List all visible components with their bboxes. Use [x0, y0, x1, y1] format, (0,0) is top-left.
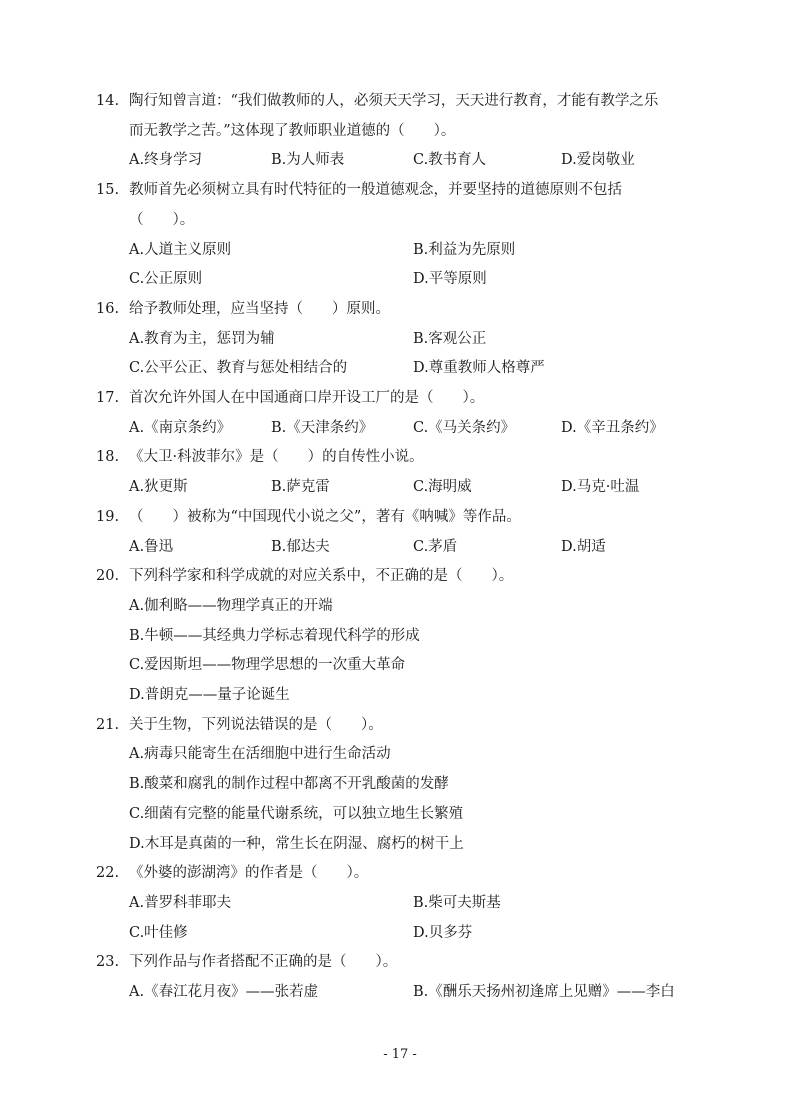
options-row	[0, 145, 800, 175]
options-row	[0, 739, 800, 769]
question-number: 14.	[96, 93, 120, 109]
options-row	[0, 324, 800, 354]
answer-option: A.《春江花月夜》——张若虚	[129, 984, 319, 1000]
answer-option: D.马克·吐温	[561, 479, 640, 496]
options-row	[0, 472, 800, 502]
question-text: 教师首先必须树立具有时代特征的一般道德观念，并要坚持的道德原则不包括	[129, 182, 622, 199]
question-number: 21.	[96, 716, 120, 733]
options-row	[0, 680, 800, 710]
options-row	[0, 413, 800, 443]
question-line	[0, 710, 800, 740]
answer-option: B.郁达夫	[271, 538, 330, 555]
question-number: 20.	[96, 568, 120, 585]
answer-option: B.酸菜和腐乳的制作过程中都离不开乳酸菌的发酵	[129, 776, 449, 793]
answer-option: D.《辛丑条约》	[561, 419, 664, 436]
page-number: - 17 -	[383, 1047, 417, 1062]
answer-option: D.爱岗敬业	[561, 152, 635, 169]
question-text: 而无教学之苦。”这体现了教师职业道德的（ ）。	[129, 122, 456, 139]
answer-option: D.木耳是真菌的一种，常生长在阴湿、腐朽的树干上	[129, 835, 464, 852]
options-row	[0, 918, 800, 948]
question-line	[0, 294, 800, 324]
options-row	[0, 621, 800, 651]
answer-option: B.利益为先原则	[413, 241, 516, 258]
answer-option: C.细菌有完整的能量代谢系统，可以独立地生长繁殖	[129, 805, 464, 822]
answer-option: C.教书育人	[413, 152, 487, 169]
options-row	[0, 769, 800, 799]
question-text: 给予教师处理，应当坚持（ ）原则。	[129, 300, 390, 317]
question-number: 23.	[96, 954, 120, 971]
question-line	[0, 205, 800, 235]
answer-option: D.贝多芬	[413, 924, 473, 941]
question-line	[0, 383, 800, 413]
options-row	[0, 650, 800, 680]
answer-option: A.鲁迅	[129, 538, 174, 555]
options-row	[0, 591, 800, 621]
options-row	[0, 888, 800, 918]
question-line	[0, 442, 800, 472]
answer-option: A.教育为主，惩罚为辅	[129, 330, 275, 347]
answer-option: A.伽利略——物理学真正的开端	[129, 597, 333, 614]
question-text: 关于生物，下列说法错误的是（ ）。	[129, 716, 383, 733]
answer-option: B.柴可夫斯基	[413, 894, 501, 911]
answer-option: B.为人师表	[271, 152, 345, 169]
answer-option: C.《马关条约》	[413, 419, 516, 436]
answer-option: C.公平公正、教育与惩处相结合的	[129, 360, 348, 377]
answer-option: C.爱因斯坦——物理学思想的一次重大革命	[129, 657, 406, 674]
question-text: 下列科学家和科学成就的对应关系中，不正确的是（ ）。	[129, 568, 514, 585]
answer-option: C.海明威	[413, 479, 472, 496]
answer-option: C.茅盾	[413, 538, 458, 555]
answer-option: A.狄更斯	[129, 479, 188, 496]
question-text: （ ）。	[129, 211, 195, 228]
answer-option: A.《南京条约》	[129, 419, 232, 436]
options-row	[0, 353, 800, 383]
answer-option: B.萨克雷	[271, 479, 330, 496]
answer-option: D.尊重教师人格尊严	[413, 360, 545, 377]
question-number: 22.	[96, 865, 120, 882]
options-row	[0, 799, 800, 829]
question-text: 《外婆的澎湖湾》的作者是（ ）。	[129, 865, 369, 882]
question-number: 18.	[96, 449, 120, 466]
answer-option: C.公正原则	[129, 271, 203, 288]
options-row	[0, 532, 800, 562]
answer-option: C.叶佳修	[129, 924, 188, 941]
question-line	[0, 947, 800, 977]
question-line	[0, 502, 800, 532]
question-number: 15.	[96, 182, 120, 199]
question-line	[0, 858, 800, 888]
answer-option: D.普朗克——量子论诞生	[129, 687, 290, 703]
question-number: 19.	[96, 508, 120, 525]
answer-option: B.牛顿——其经典力学标志着现代科学的形成	[129, 627, 420, 644]
question-text: 首次允许外国人在中国通商口岸开设工厂的是（ ）。	[129, 390, 485, 406]
question-text: （ ）被称为“中国现代小说之父”，著有《呐喊》等作品。	[129, 508, 521, 525]
question-number: 17.	[96, 390, 120, 406]
question-line	[0, 561, 800, 591]
question-text: 陶行知曾言道：“我们做教师的人，必须天天学习，天天进行教育，才能有教学之乐	[129, 93, 659, 109]
question-text: 《大卫·科波菲尔》是（ ）的自传性小说。	[129, 449, 424, 466]
options-row	[0, 235, 800, 265]
answer-option: A.终身学习	[129, 152, 203, 169]
answer-option: B.《天津条约》	[271, 419, 374, 436]
question-text: 下列作品与作者搭配不正确的是（ ）。	[129, 954, 398, 971]
question-line	[0, 175, 800, 205]
options-row	[0, 829, 800, 859]
options-row	[0, 977, 800, 1007]
answer-option: A.病毒只能寄生在活细胞中进行生命活动	[129, 746, 391, 763]
answer-option: B.《酬乐天扬州初逢席上见赠》——李白	[413, 984, 675, 1000]
answer-option: D.胡适	[561, 538, 606, 555]
answer-option: A.普罗科菲耶夫	[129, 894, 232, 911]
question-number: 16.	[96, 300, 120, 317]
question-line	[0, 86, 800, 116]
answer-option: B.客观公正	[413, 330, 487, 347]
answer-option: D.平等原则	[413, 271, 487, 288]
answer-option: A.人道主义原则	[129, 241, 232, 258]
question-line	[0, 116, 800, 146]
options-row	[0, 264, 800, 294]
